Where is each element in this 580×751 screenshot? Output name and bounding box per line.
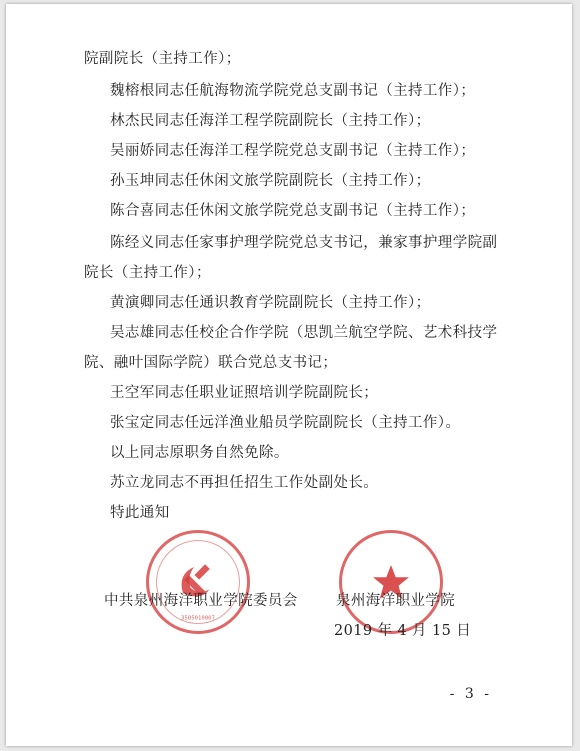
text-line: 王空军同志任职业证照培训学院副院长；: [110, 385, 379, 401]
text-line: 院、融叶国际学院）联合党总支书记；: [84, 355, 338, 371]
text-line: 黄演卿同志任通识教育学院副院长（主持工作）；: [110, 295, 431, 311]
text-line: 院副院长（主持工作）；: [84, 51, 241, 67]
text-line: 吴志雄同志任校企合作学院（思凯兰航空学院、艺术科技学: [110, 325, 498, 341]
hammer-sickle-icon: [149, 533, 247, 631]
signature-party-committee: 中共泉州海洋职业学院委员会: [104, 593, 298, 609]
text-line: 陈经义同志任家事护理学院党总支书记，兼家事护理学院副: [110, 235, 498, 251]
party-committee-seal: [146, 530, 250, 634]
signature-college: 泉州海洋职业学院: [336, 593, 456, 609]
text-line: 以上同志原职务自然免除。: [110, 445, 289, 461]
text-line: 张宝定同志任远洋渔业船员学院副院长（主持工作）。: [110, 415, 461, 431]
star-icon: [342, 533, 440, 631]
text-line: 陈合喜同志任休闲文旅学院党总支副书记（主持工作）；: [110, 203, 476, 219]
svg-text:3505010007: 3505010007: [181, 615, 215, 622]
text-line: 吴丽娇同志任海洋工程学院党总支副书记（主持工作）；: [110, 143, 476, 159]
text-line: 魏榕根同志任航海物流学院党总支副书记（主持工作）；: [110, 83, 476, 99]
text-line: 孙玉坤同志任休闲文旅学院副院长（主持工作）；: [110, 173, 431, 189]
text-line: 院长（主持工作）；: [84, 265, 211, 281]
document-date: 2019 年 4 月 15 日: [334, 623, 472, 639]
text-line: 特此通知: [110, 505, 170, 521]
text-line: 苏立龙同志不再担任招生工作处副处长。: [110, 475, 379, 491]
text-line: 林杰民同志任海洋工程学院副院长（主持工作）；: [110, 113, 431, 129]
document-page: [6, 4, 572, 746]
page-number: - 3 -: [449, 686, 492, 702]
